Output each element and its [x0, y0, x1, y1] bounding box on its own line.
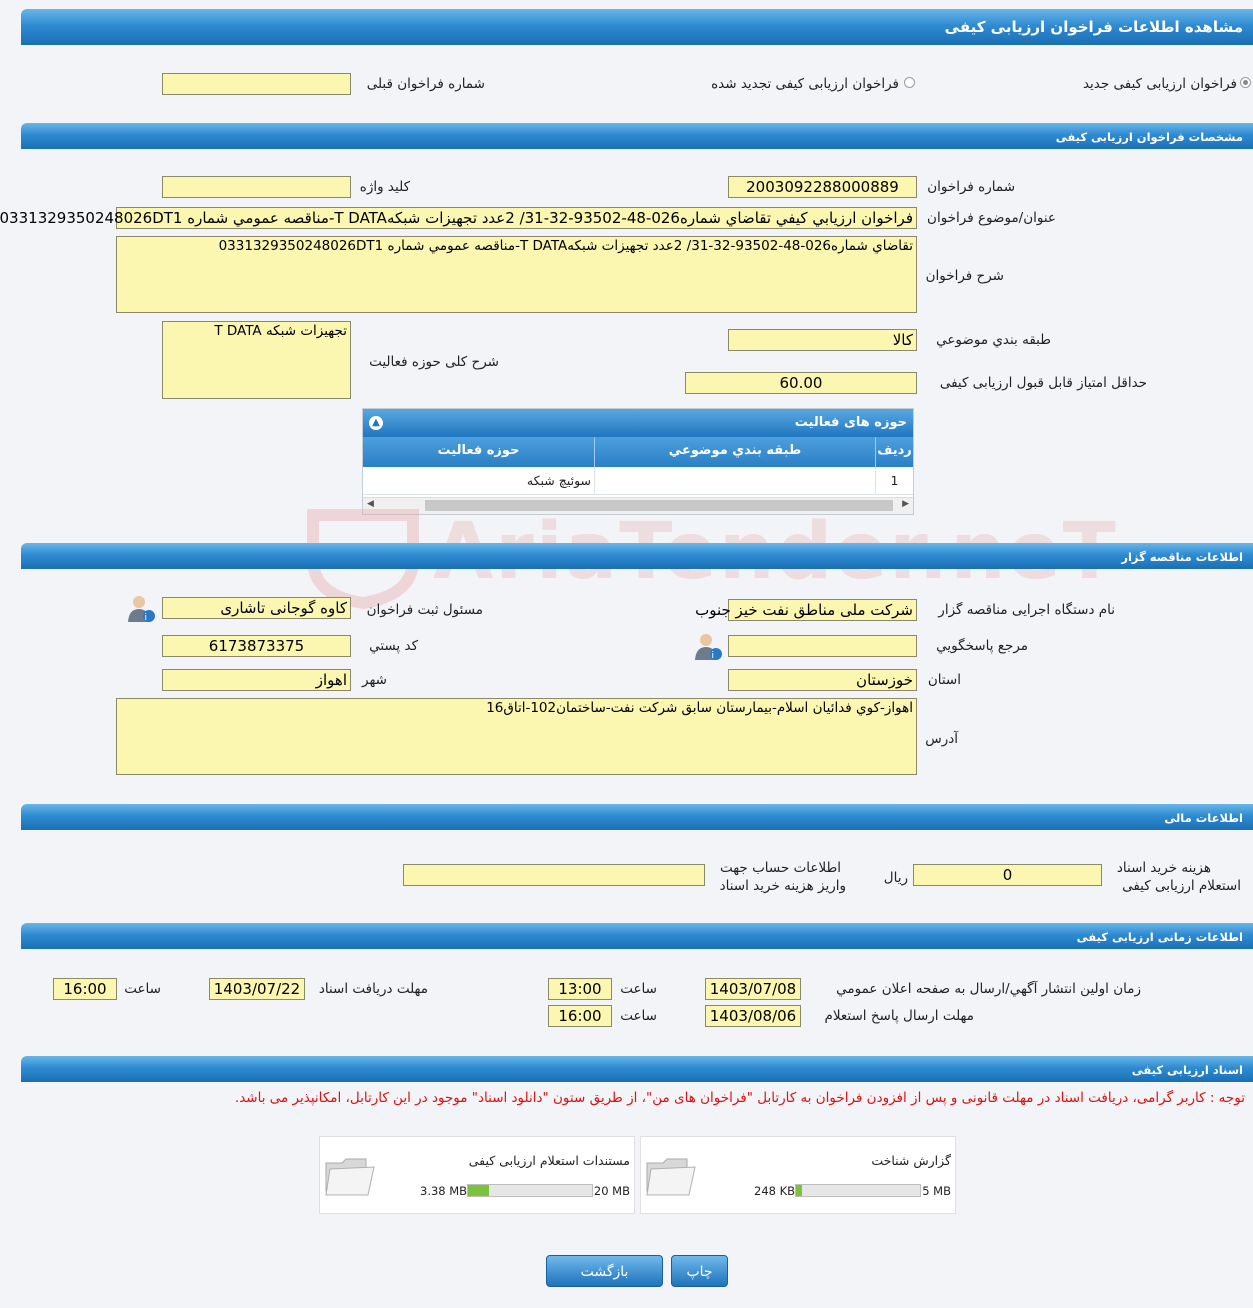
- back-button[interactable]: بازگشت: [546, 1255, 663, 1287]
- desc-field[interactable]: تقاضاي شماره026-48-93502-32-31/ 2عدد تجهيزات شبكهT DATA-مناقصه عمومي شماره 0331329350248026DT1: [116, 236, 917, 313]
- doc-max-size: 5 MB: [922, 1184, 951, 1198]
- doc-max-size: 20 MB: [593, 1184, 630, 1198]
- page-title: مشاهده اطلاعات فراخوان ارزیابی کیفی: [944, 18, 1243, 36]
- section-financial: [21, 804, 1253, 830]
- doc-deadline-date-field[interactable]: 1403/07/22: [209, 978, 305, 1000]
- doc-used-size: 248 KB: [754, 1184, 796, 1198]
- city-label: شهر: [362, 672, 387, 688]
- registrar-label: مسئول ثبت فراخوان: [366, 602, 483, 618]
- prev-number-label: شماره فراخوان قبلی: [366, 76, 485, 92]
- grid-cell-category: [594, 467, 875, 495]
- scroll-left-icon[interactable]: ◀: [367, 499, 374, 509]
- number-field[interactable]: 2003092288000889: [728, 176, 917, 198]
- publish-time-field[interactable]: 13:00: [548, 978, 612, 1000]
- print-button[interactable]: چاپ: [671, 1255, 728, 1287]
- reply-date-field[interactable]: 1403/08/06: [705, 1005, 801, 1027]
- publish-label: زمان اولین انتشار آگهي/ارسال به صفحه اعلان عمومي: [836, 981, 1141, 997]
- ref-label: مرجع پاسخگويي: [936, 638, 1028, 654]
- svg-text:i: i: [711, 651, 714, 661]
- min-score-field[interactable]: 60.00: [685, 372, 917, 394]
- ref-user-info-icon[interactable]: [693, 632, 723, 662]
- reply-time-label: ساعت: [620, 1008, 657, 1024]
- subject-label: عنوان/موضوع فراخوان: [927, 210, 1056, 226]
- min-score-label: حداقل امتیاز قابل قبول ارزیابی کیفی: [939, 375, 1147, 391]
- collapse-icon[interactable]: ▲: [369, 416, 383, 430]
- fee-label-2: استعلام ارزیابی کیفی: [1122, 878, 1241, 894]
- doc-card-quality-docs[interactable]: [319, 1136, 635, 1214]
- doc-size-fill: [468, 1185, 489, 1196]
- doc-title: مستندات استعلام ارزیابی کیفی: [468, 1153, 630, 1168]
- col-field: حوزه فعاليت: [363, 437, 594, 467]
- download-notice: توجه : کاربر گرامی، دریافت اسناد در مهلت قانونی و پس از افزودن فراخوان به کارتابل "فراخوان های من"، از طریق ستون "دانلود اسناد" موجود در این کارتابل، امکانپذیر می باشد.: [234, 1090, 1245, 1106]
- province-field[interactable]: خوزستان: [728, 669, 917, 691]
- org-label: نام دستگاه اجرایی مناقصه گزار: [938, 602, 1115, 618]
- section-documents-title: اسناد ارزیابی کیفی: [1131, 1063, 1243, 1077]
- section-organizer: [21, 543, 1253, 569]
- keyword-label: کلید واژه: [359, 179, 410, 195]
- postal-field[interactable]: 6173873375: [162, 635, 351, 657]
- radio-new-call[interactable]: [1240, 77, 1251, 88]
- scroll-right-icon[interactable]: ▶: [902, 499, 909, 509]
- section-organizer-title: اطلاعات مناقصه گزار: [1121, 550, 1243, 564]
- page-header: [21, 9, 1253, 45]
- activity-grid-header: [363, 409, 913, 437]
- svg-text:i: i: [144, 613, 147, 623]
- activity-field[interactable]: تجهیزات شبکه T DATA: [162, 321, 351, 399]
- category-label: طبقه بندي موضوعي: [936, 332, 1051, 348]
- fee-field[interactable]: 0: [913, 864, 1102, 886]
- radio-new-label: فراخوان ارزیابی کیفی جدید: [1082, 76, 1237, 92]
- number-label: شماره فراخوان: [927, 179, 1015, 195]
- activity-grid-title: حوزه های فعالیت: [794, 415, 907, 430]
- prev-number-field[interactable]: [162, 73, 351, 95]
- account-field[interactable]: [403, 864, 705, 886]
- fee-label-1: هزینه خرید اسناد: [1116, 860, 1211, 876]
- reply-label: مهلت ارسال پاسخ استعلام: [824, 1008, 974, 1024]
- doc-size-bar: [467, 1184, 593, 1197]
- doc-time-field[interactable]: 16:00: [53, 978, 117, 1000]
- grid-cell-field: سوئیچ شبکه: [363, 467, 594, 495]
- section-timing-title: اطلاعات زمانی ارزیابی کیفی: [1076, 930, 1243, 944]
- keyword-field[interactable]: [162, 176, 351, 198]
- doc-deadline-label: مهلت دریافت اسناد: [318, 981, 428, 997]
- activity-label: شرح کلی حوزه فعالیت: [369, 354, 499, 370]
- doc-title: گزارش شناخت: [871, 1153, 951, 1168]
- address-field[interactable]: اهواز-كوي فدائيان اسلام-بيمارستان سابق شركت نفت-ساختمان102-اتاق16: [116, 698, 917, 775]
- doc-size-fill: [796, 1185, 802, 1196]
- user-info-icon[interactable]: [126, 594, 156, 624]
- desc-label: شرح فراخوان: [925, 268, 1004, 284]
- doc-size-bar: [795, 1184, 921, 1197]
- org-field[interactable]: شرکت ملی مناطق نفت خیز جنوب: [728, 599, 917, 621]
- section-specs-title: مشخصات فراخوان ارزیابی کیفی: [1055, 130, 1243, 144]
- col-category: طبقه بندي موضوعي: [594, 437, 875, 467]
- radio-renewed-label: فراخوان ارزیابی کیفی تجدید شده: [711, 76, 899, 92]
- city-field[interactable]: اهواز: [162, 669, 351, 691]
- reply-time-field[interactable]: 16:00: [548, 1005, 612, 1027]
- folder-icon[interactable]: [322, 1151, 378, 1201]
- address-label: آدرس: [925, 731, 958, 747]
- activity-grid: [362, 408, 914, 515]
- currency-label: ریال: [883, 870, 908, 886]
- folder-icon[interactable]: [643, 1151, 699, 1201]
- doc-used-size: 3.38 MB: [420, 1184, 468, 1198]
- publish-time-label: ساعت: [620, 981, 657, 997]
- publish-date-field[interactable]: 1403/07/08: [705, 978, 801, 1000]
- section-documents: [21, 1056, 1253, 1082]
- subject-field[interactable]: فراخوان ارزيابي كيفي تقاضاي شماره026-48-93502-32-31/ 2عدد تجهيزات شبكهT DATA-مناقصه عمومي شماره 0331329350248026DT1: [116, 207, 917, 229]
- category-field[interactable]: کالا: [728, 329, 917, 351]
- doc-time-label: ساعت: [124, 981, 161, 997]
- ref-field[interactable]: [728, 635, 917, 657]
- province-label: استان: [927, 672, 961, 688]
- radio-renewed-call[interactable]: [904, 77, 915, 88]
- section-financial-title: اطلاعات مالی: [1164, 811, 1243, 825]
- doc-card-recognition[interactable]: [640, 1136, 956, 1214]
- account-label-1: اطلاعات حساب جهت: [719, 860, 841, 876]
- section-timing: [21, 923, 1253, 949]
- account-label-2: واریز هزینه خرید اسناد: [719, 878, 846, 894]
- registrar-field[interactable]: کاوه گوجانی تاشاری: [162, 597, 351, 619]
- postal-label: کد پستي: [369, 638, 418, 654]
- grid-cell-row: 1: [875, 467, 913, 495]
- section-specs: [21, 123, 1253, 149]
- col-row: رديف: [875, 437, 913, 467]
